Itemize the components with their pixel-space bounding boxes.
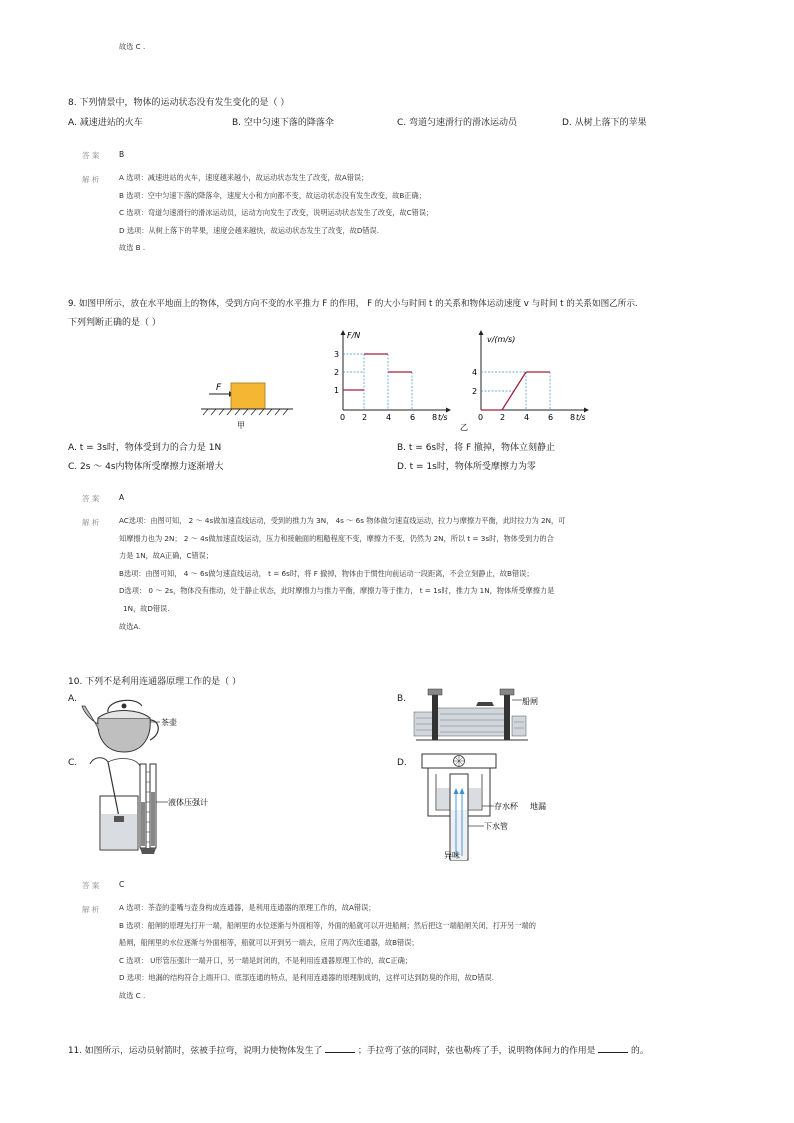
- q10-option-b-letter[interactable]: B.: [397, 694, 407, 704]
- gate-left-top: [428, 689, 442, 695]
- x-tick: 2: [500, 413, 506, 422]
- explanation-line: C 选项： U形管压强计一端开口，另一端是封闭的，不是利用连通器原理工作的，故C正确；: [119, 955, 412, 965]
- explanation-line: A 选项：茶壶的壶嘴与壶身构成连通器，是利用连通器的原理工作的，故A错误；: [119, 903, 376, 912]
- teapot-spout: [82, 706, 99, 730]
- q9-answer: A: [119, 493, 125, 502]
- explanation-line: B选项：由图可知， 4 ～ 6s做匀速直线运动， t = 6s时，将 F 撤掉，物体由于惯性向前运动一段距离，不会立刻静止，故B错误；: [119, 568, 534, 578]
- force-curve: [343, 354, 412, 390]
- x-axis-arrow: [446, 408, 451, 413]
- y-tick: 3: [334, 350, 340, 359]
- teapot-knob: [122, 704, 127, 709]
- explanation-line: B 选项：空中匀速下落的降落伞，速度大小和方向都不变，故运动状态没有发生改变，故B正确；: [119, 190, 426, 200]
- x-tick: 4: [524, 413, 530, 422]
- explanation-line: 船闸，船闸里的水位逐渐与外面相等，船就可以开到另一端去，应用了两次连通器，故B错误；: [119, 938, 419, 948]
- x-tick: 0: [478, 413, 484, 422]
- q9-stem-line2: 下列判断正确的是（ ）: [68, 318, 161, 328]
- ship-lock-figure: [408, 686, 558, 744]
- y-axis-label: F/N: [347, 331, 361, 340]
- gate-right: [504, 694, 510, 740]
- y-axis-arrow: [341, 330, 346, 335]
- figure-yi-caption: 乙: [460, 423, 468, 432]
- y-tick: 2: [334, 368, 340, 377]
- boat: [476, 702, 494, 706]
- explanation-line: C 选项：弯道匀速滑行的滑冰运动员，运动方向发生了改变，说明运动状态发生了改变，故C错误；: [119, 208, 434, 218]
- y-tick: 1: [334, 386, 340, 395]
- q9-option-d[interactable]: D. t = 1s时，物体所受摩擦力为零: [397, 462, 536, 472]
- q10-explanation-label: 解 析: [82, 905, 100, 914]
- explanation-line: 力是 1N，故A正确，C错误；: [119, 551, 214, 561]
- q8-answer-label: 答 案: [82, 151, 100, 160]
- pressure-gauge-figure: [80, 752, 230, 858]
- x-tick: 0: [340, 413, 346, 422]
- q10-answer: C: [119, 880, 125, 889]
- q8-explanation-label: 解 析: [82, 175, 100, 184]
- explanation-line: D 选项：从树上落下的苹果，速度会越来越快，故运动状态发生了改变，故D错误.: [119, 225, 380, 235]
- ship-lock-caption: 船闸: [522, 697, 538, 706]
- q11-stem-part2: ；手拉弯了弦的同时，弦也勒疼了手，说明物体间力的作用是: [357, 1046, 596, 1056]
- q10-option-d-letter[interactable]: D.: [397, 758, 407, 768]
- connecting-hose: [108, 759, 140, 766]
- guide-lines: [343, 354, 412, 410]
- u-tube-base: [140, 848, 156, 854]
- prev-answer-line: 故选 C .: [119, 42, 146, 51]
- x-tick: 8: [432, 413, 438, 422]
- q9-explanation-label: 解 析: [82, 518, 100, 527]
- q8-option-c[interactable]: C. 弯道匀速滑行的滑冰运动员: [397, 118, 518, 128]
- y-tick: 4: [472, 368, 478, 377]
- floor-drain-caption: 地漏: [530, 802, 546, 811]
- q11-stem: [68, 1043, 649, 1056]
- block: [231, 383, 265, 409]
- velocity-curve: [481, 372, 550, 410]
- explanation-line: 故选 B .: [119, 243, 146, 253]
- teapot-side-handle: [150, 720, 158, 740]
- scale-ticks: [146, 772, 150, 842]
- x-tick: 6: [548, 413, 554, 422]
- explanation-line: D选项： 0 ～ 2s，物体没有推动，处于静止状态，此时摩擦力与推力平衡，摩擦力等于推力， t = 1s时，推力为 1N，物体所受摩擦力是: [119, 586, 555, 596]
- guide-lines: [481, 372, 550, 410]
- ground-hatch: [203, 409, 288, 415]
- q9-option-a[interactable]: A. t = 3s时，物体受到力的合力是 1N: [68, 443, 222, 453]
- q10-explanation: [119, 899, 536, 1005]
- u-tube-left-liquid: [141, 802, 145, 846]
- q11-blank-2[interactable]: [598, 1043, 628, 1053]
- figure-jia-caption: 甲: [237, 421, 245, 430]
- q8-option-d[interactable]: D. 从树上落下的苹果: [562, 118, 647, 128]
- teapot-caption: 茶壶: [161, 718, 177, 727]
- explanation-line: 故选 C .: [119, 990, 146, 1000]
- explanation-line: 1N，故D错误.: [123, 603, 170, 613]
- graph-velocity-time: [460, 328, 598, 433]
- x-tick: 4: [386, 413, 392, 422]
- explanation-line: 知摩擦力也为 2N； 2 ～ 4s做加速直线运动，压力和接触面的粗糙程度不变，摩擦力不变，仍然为 2N，所以 t = 3s时，物体受到力的合: [119, 533, 554, 543]
- q8-option-b[interactable]: B. 空中匀速下落的降落伞: [232, 118, 334, 128]
- x-tick: 2: [362, 413, 368, 422]
- q11-stem-part3: 的。: [631, 1046, 649, 1056]
- teapot-body: [98, 718, 151, 752]
- explanation-line: 故选A.: [119, 621, 141, 631]
- q8-option-a[interactable]: A. 减速进站的火车: [68, 118, 143, 128]
- drain-pipe-caption: 下水管: [484, 822, 508, 831]
- q9-option-c[interactable]: C. 2s ～ 4s内物体所受摩擦力逐渐增大: [68, 462, 224, 472]
- force-label: F: [216, 383, 222, 393]
- q9-explanation: [119, 512, 565, 635]
- graph-force-time: [330, 328, 460, 423]
- q10-stem: 10. 下列不是利用连通器原理工作的是（ ）: [68, 677, 242, 687]
- q10-answer-label: 答 案: [82, 881, 100, 890]
- figure-jia: [195, 378, 295, 430]
- gate-left: [432, 694, 438, 740]
- q8-stem: 8. 下列情景中，物体的运动状态没有发生变化的是（ ）: [68, 98, 290, 108]
- q11-blank-1[interactable]: [325, 1043, 355, 1053]
- q8-answer: B: [119, 150, 125, 159]
- probe-head: [114, 816, 124, 822]
- u-tube-right-liquid: [151, 792, 155, 846]
- gate-right-top: [500, 689, 514, 695]
- x-tick: 8: [570, 413, 576, 422]
- q9-stem-line1: 9. 如图甲所示，放在水平地面上的物体，受到方向不变的水平推力 F 的作用， F 的大小与时间 t 的关系和物体运动速度 v 与时间 t 的关系如图乙所示.: [68, 299, 638, 309]
- q11-stem-part1: 11. 如图所示，运动员射箭时，弦被手拉弯，说明力使物体发生了: [68, 1046, 323, 1056]
- y-axis-label: v/(m/s): [487, 335, 516, 344]
- teapot-lid: [98, 711, 150, 719]
- x-axis-label: t/s: [438, 413, 448, 422]
- probe-tube: [108, 762, 120, 822]
- x-axis-label: t/s: [576, 413, 586, 422]
- y-axis-arrow: [479, 330, 484, 335]
- x-axis-arrow: [584, 408, 589, 413]
- pressure-gauge-caption: 液体压强计: [168, 798, 208, 807]
- q10-option-a-letter[interactable]: A.: [68, 694, 77, 704]
- q10-option-c-letter[interactable]: C.: [68, 758, 78, 768]
- x-tick: 6: [410, 413, 416, 422]
- q8-explanation: [119, 169, 433, 257]
- floor-drain-figure: [408, 752, 558, 864]
- hand: [90, 758, 108, 764]
- explanation-line: B 选项：船闸的原理先打开一端，船闸里的水位逐渐与外面相等，外面的船就可以开进船闸；然后把这一端船闸关闭，打开另一端的: [119, 920, 536, 930]
- odor-caption: 异味: [444, 851, 460, 860]
- y-tick: 2: [472, 387, 478, 396]
- q9-option-b[interactable]: B. t = 6s时，将 F 撤掉，物体立刻静止: [397, 443, 556, 453]
- teapot-figure: [80, 690, 200, 756]
- explanation-line: D 选项：地漏的结构符合上端开口、底部连通的特点，是利用连通器的原理制成的，这样可达到防臭的作用，故D错误.: [119, 973, 495, 983]
- q9-answer-label: 答 案: [82, 494, 100, 503]
- storage-cup-caption: 存水杯: [494, 802, 518, 811]
- explanation-line: AC选项：由图可知， 2 ～ 4s做加速直线运动，受到的推力为 3N， 4s ～ 6s 物体做匀速直线运动，拉力与摩擦力平衡，此时拉力为 2N，可: [119, 516, 566, 525]
- grate-spokes: [454, 756, 465, 767]
- explanation-line: A 选项：减速进站的火车，速度越来越小，故运动状态发生了改变，故A错误；: [119, 173, 369, 182]
